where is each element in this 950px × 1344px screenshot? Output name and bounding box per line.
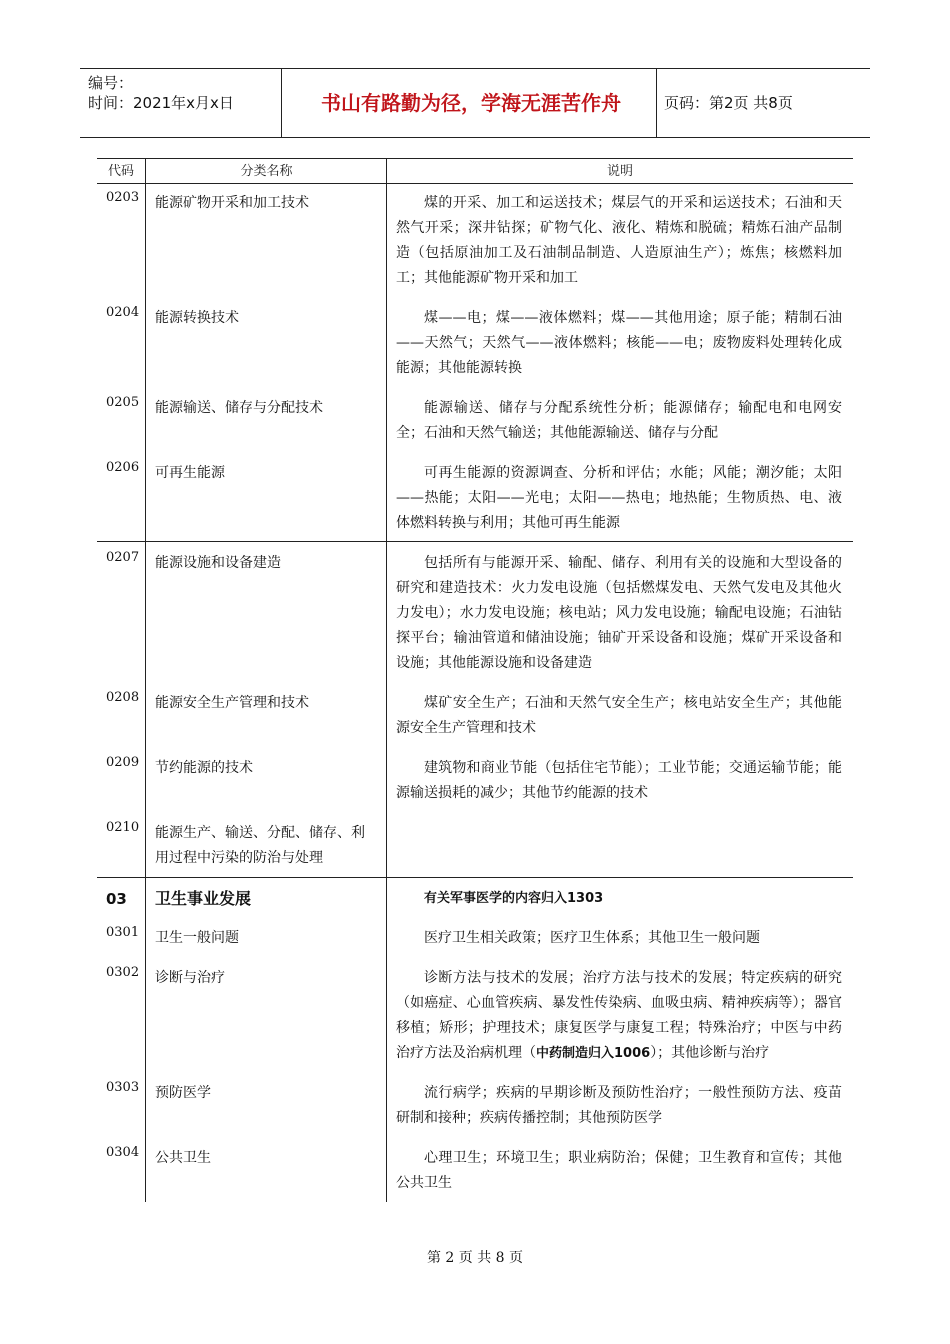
row-desc: 煤——电；煤——液体燃料；煤——其他用途；原子能；精制石油——天然气；天然气——液体燃料；核能——电；废物废料处理转化成能源；其他能源转换 (396, 310, 842, 376)
row-code: 0302 (106, 965, 140, 980)
section-code: 03 (106, 890, 127, 908)
row-name: 能源安全生产管理和技术 (155, 695, 309, 711)
row-name: 能源设施和设备建造 (155, 555, 281, 571)
row-code: 0301 (106, 925, 140, 940)
row-code: 0206 (106, 460, 140, 475)
row-desc-bold-note: 中药制造归入1006 (536, 1046, 651, 1061)
row-desc: 建筑物和商业节能（包括住宅节能）；工业节能；交通运输节能；能源输送损耗的减少；其他节约能源的技术 (396, 760, 842, 801)
row-code: 0303 (106, 1080, 140, 1095)
row-name: 预防医学 (155, 1085, 211, 1101)
row-name: 能源输送、储存与分配技术 (155, 400, 323, 416)
row-name: 节约能源的技术 (155, 760, 253, 776)
row-name: 诊断与治疗 (155, 970, 225, 986)
row-code: 0210 (106, 820, 140, 835)
row-desc-text: ）；其他诊断与治疗 (650, 1045, 770, 1061)
page-header (80, 68, 870, 138)
row-name: 能源矿物开采和加工技术 (155, 195, 309, 211)
row-desc: 煤矿安全生产；石油和天然气安全生产；核电站安全生产；其他能源安全生产管理和技术 (396, 695, 842, 736)
page-footer: 第 2 页 共 8 页 (426, 1250, 524, 1266)
row-desc: 煤的开采、加工和运送技术；煤层气的开采和运送技术；石油和天然气开采；深井钻探；矿物气化、液化、精炼和脱硫；精炼石油产品制造（包括原油加工及石油制品制造、人造原油生产）；炼焦；核燃料加工；其他能源矿物开采和加工 (396, 195, 842, 286)
row-code: 0205 (106, 395, 140, 410)
table-col-divider (386, 158, 387, 1202)
row-desc-text: 诊断方法与技术的发展；治疗方法与技术的发展；特定疾病的研究（如癌症、心血管疾病、暴发性传染病、血吸虫病、精神疾病等）；器官移植；矫形；护理技术；康复医学与康复工程；特殊治疗；中医与中药治疗方法及治病机理（ (396, 970, 842, 1061)
column-header-desc: 说明 (606, 164, 633, 179)
section-note: 有关军事医学的内容归入1303 (424, 891, 604, 906)
time-label: 时间：2021年x月x日 (88, 94, 234, 112)
row-name: 卫生一般问题 (155, 930, 239, 946)
header-motto: 书山有路勤为径，学海无涯苦作舟 (321, 91, 621, 115)
table-rule (97, 541, 853, 542)
header-page-info: 页码：第2页 共8页 (664, 94, 793, 112)
section-name: 卫生事业发展 (155, 889, 252, 908)
row-desc (396, 966, 842, 1066)
row-code: 0304 (106, 1145, 140, 1160)
table-rule-top (97, 158, 853, 159)
header-meta (88, 73, 234, 113)
table-col-divider (145, 158, 146, 1202)
row-code: 0208 (106, 690, 140, 705)
column-header-code: 代码 (107, 164, 134, 179)
row-name: 可再生能源 (155, 465, 225, 481)
row-desc: 包括所有与能源开采、输配、储存、利用有关的设施和大型设备的研究和建造技术：火力发电设施（包括燃煤发电、天然气发电及其他火力发电）；水力发电设施；核电站；风力发电设施；输配电设施；石油钻探平台；输油管道和储油设施；铀矿开采设备和设施；煤矿开采设备和设施；其他能源设施和设备建造 (396, 555, 842, 671)
header-divider (281, 69, 282, 137)
row-code: 0203 (106, 190, 140, 205)
row-code: 0207 (106, 550, 140, 565)
row-desc: 心理卫生；环境卫生；职业病防治；保健；卫生教育和宣传；其他公共卫生 (396, 1150, 842, 1191)
table-rule (97, 877, 853, 878)
row-name: 能源转换技术 (155, 310, 239, 326)
row-desc: 流行病学；疾病的早期诊断及预防性治疗；一般性预防方法、疫苗研制和接种；疾病传播控制；其他预防医学 (396, 1085, 842, 1126)
row-name: 公共卫生 (155, 1150, 211, 1166)
column-header-name: 分类名称 (240, 164, 293, 179)
table-rule-header (97, 183, 853, 184)
row-code: 0209 (106, 755, 140, 770)
row-desc: 可再生能源的资源调查、分析和评估；水能；风能；潮汐能；太阳——热能；太阳——光电；太阳——热电；地热能；生物质热、电、液体燃料转换与利用；其他可再生能源 (396, 465, 842, 531)
row-desc: 医疗卫生相关政策；医疗卫生体系；其他卫生一般问题 (424, 930, 760, 946)
row-desc: 能源输送、储存与分配系统性分析；能源储存；输配电和电网安全；石油和天然气输送；其他能源输送、储存与分配 (396, 400, 842, 441)
number-label: 编号： (88, 74, 134, 92)
row-code: 0204 (106, 305, 140, 320)
row-name: 能源生产、输送、分配、储存、利用过程中污染的防治与处理 (155, 825, 365, 866)
